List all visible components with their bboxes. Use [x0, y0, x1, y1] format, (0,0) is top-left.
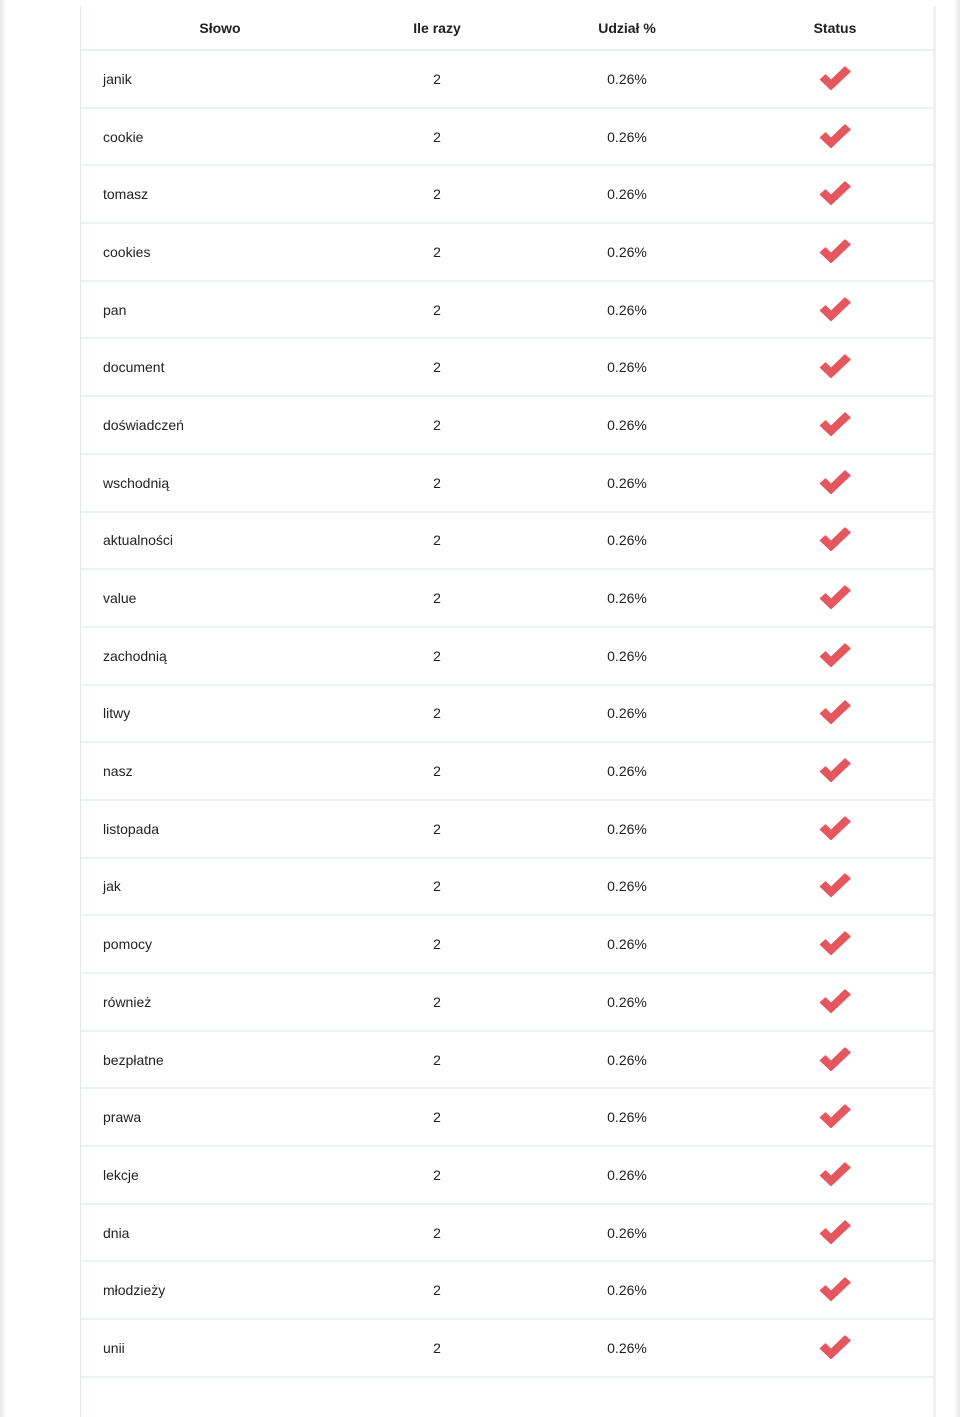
check-icon	[818, 872, 852, 900]
cell-count: 2	[433, 186, 441, 203]
cell-word: prawa	[103, 1109, 142, 1126]
cell-word: listopada	[103, 820, 160, 837]
check-icon	[818, 815, 852, 843]
cell-status	[737, 1031, 933, 1089]
check-icon	[818, 123, 852, 151]
cell-status	[737, 1146, 933, 1204]
cell-word: dnia	[103, 1224, 130, 1241]
cell-count: 2	[433, 878, 441, 895]
cell-word: document	[103, 359, 165, 376]
table-row	[81, 454, 933, 512]
check-icon	[818, 1103, 852, 1131]
cell-count: 2	[433, 993, 441, 1010]
cell-word: cookies	[103, 243, 151, 260]
keyword-table	[81, 6, 933, 1378]
cell-word: lekcje	[103, 1166, 139, 1183]
table-row	[81, 742, 933, 800]
keyword-density-panel	[80, 6, 936, 1417]
cell-status	[737, 454, 933, 512]
cell-count: 2	[433, 1051, 441, 1068]
table-row	[81, 281, 933, 339]
cell-share: 0.26%	[607, 1166, 647, 1183]
cell-word: aktualności	[103, 532, 174, 549]
cell-count: 2	[433, 70, 441, 87]
cell-share: 0.26%	[607, 474, 647, 491]
cell-status	[737, 800, 933, 858]
cell-count: 2	[433, 763, 441, 780]
cell-status	[737, 742, 933, 800]
table-row	[81, 223, 933, 281]
cell-status	[737, 281, 933, 339]
cell-count: 2	[433, 936, 441, 953]
cell-share: 0.26%	[607, 993, 647, 1010]
cell-word: jak	[103, 878, 121, 895]
cell-share: 0.26%	[607, 763, 647, 780]
cell-count: 2	[433, 474, 441, 491]
table-row	[81, 915, 933, 973]
check-icon	[818, 411, 852, 439]
cell-count: 2	[433, 128, 441, 145]
cell-share: 0.26%	[607, 186, 647, 203]
cell-share: 0.26%	[607, 1339, 647, 1356]
table-row	[81, 800, 933, 858]
page-edge-right	[954, 0, 960, 1417]
table-row	[81, 1319, 933, 1377]
cell-share: 0.26%	[607, 243, 647, 260]
cell-share: 0.26%	[607, 128, 647, 145]
cell-word: młodzieży	[103, 1282, 166, 1299]
cell-word: wschodnią	[103, 474, 170, 491]
cell-share: 0.26%	[607, 1051, 647, 1068]
column-header-count: Ile razy	[357, 6, 517, 50]
cell-share: 0.26%	[607, 301, 647, 318]
cell-status	[737, 858, 933, 916]
cell-word: również	[103, 993, 152, 1010]
check-icon	[818, 988, 852, 1016]
cell-status	[737, 108, 933, 166]
cell-share: 0.26%	[607, 936, 647, 953]
cell-word: litwy	[103, 705, 131, 722]
check-icon	[818, 65, 852, 93]
table-header	[81, 6, 933, 50]
table-row	[81, 108, 933, 166]
cell-status	[737, 512, 933, 570]
cell-count: 2	[433, 1224, 441, 1241]
check-icon	[818, 180, 852, 208]
check-icon	[818, 1046, 852, 1074]
cell-count: 2	[433, 532, 441, 549]
cell-word: tomasz	[103, 186, 149, 203]
check-icon	[818, 469, 852, 497]
cell-share: 0.26%	[607, 1109, 647, 1126]
cell-status	[737, 915, 933, 973]
table-body	[81, 50, 933, 1377]
cell-count: 2	[433, 820, 441, 837]
check-icon	[818, 930, 852, 958]
header-row	[81, 6, 933, 50]
table-row	[81, 569, 933, 627]
cell-status	[737, 165, 933, 223]
cell-share: 0.26%	[607, 705, 647, 722]
cell-status	[737, 1261, 933, 1319]
cell-share: 0.26%	[607, 1224, 647, 1241]
cell-share: 0.26%	[607, 70, 647, 87]
cell-share: 0.26%	[607, 416, 647, 433]
table-row	[81, 1204, 933, 1262]
cell-share: 0.26%	[607, 647, 647, 664]
table-row	[81, 338, 933, 396]
cell-status	[737, 396, 933, 454]
check-icon	[818, 1276, 852, 1304]
table-row	[81, 1031, 933, 1089]
table-row	[81, 685, 933, 743]
cell-status	[737, 685, 933, 743]
cell-count: 2	[433, 647, 441, 664]
cell-word: unii	[103, 1339, 125, 1356]
cell-share: 0.26%	[607, 878, 647, 895]
cell-share: 0.26%	[607, 1282, 647, 1299]
table-row	[81, 1146, 933, 1204]
check-icon	[818, 584, 852, 612]
cell-count: 2	[433, 359, 441, 376]
cell-word: value	[103, 590, 137, 607]
table-row	[81, 1088, 933, 1146]
cell-share: 0.26%	[607, 359, 647, 376]
cell-share: 0.26%	[607, 590, 647, 607]
cell-status	[737, 338, 933, 396]
cell-count: 2	[433, 416, 441, 433]
check-icon	[818, 699, 852, 727]
column-header-share: Udział %	[517, 6, 737, 50]
check-icon	[818, 296, 852, 324]
table-row	[81, 858, 933, 916]
check-icon	[818, 757, 852, 785]
cell-word: pomocy	[103, 936, 153, 953]
cell-status	[737, 1319, 933, 1377]
cell-word: pan	[103, 301, 127, 318]
cell-count: 2	[433, 1339, 441, 1356]
cell-status	[737, 1088, 933, 1146]
cell-count: 2	[433, 705, 441, 722]
cell-word: nasz	[103, 763, 133, 780]
cell-word: cookie	[103, 128, 144, 145]
cell-share: 0.26%	[607, 820, 647, 837]
cell-status	[737, 973, 933, 1031]
check-icon	[818, 1161, 852, 1189]
check-icon	[818, 1219, 852, 1247]
cell-status	[737, 223, 933, 281]
table-row	[81, 165, 933, 223]
table-row	[81, 973, 933, 1031]
table-row	[81, 1261, 933, 1319]
cell-count: 2	[433, 1166, 441, 1183]
cell-word: janik	[103, 70, 132, 87]
check-icon	[818, 353, 852, 381]
table-row	[81, 627, 933, 685]
cell-status	[737, 1204, 933, 1262]
check-icon	[818, 1334, 852, 1362]
page-edge-left	[0, 0, 6, 1417]
cell-count: 2	[433, 243, 441, 260]
table-row	[81, 396, 933, 454]
check-icon	[818, 526, 852, 554]
cell-word: bezpłatne	[103, 1051, 164, 1068]
cell-count: 2	[433, 590, 441, 607]
check-icon	[818, 238, 852, 266]
cell-count: 2	[433, 1282, 441, 1299]
table-row	[81, 50, 933, 108]
column-header-status: Status	[737, 6, 933, 50]
cell-count: 2	[433, 301, 441, 318]
cell-share: 0.26%	[607, 532, 647, 549]
cell-status	[737, 627, 933, 685]
cell-word: doświadczeń	[103, 416, 184, 433]
cell-word: zachodnią	[103, 647, 167, 664]
cell-count: 2	[433, 1109, 441, 1126]
cell-status	[737, 50, 933, 108]
check-icon	[818, 642, 852, 670]
cell-status	[737, 569, 933, 627]
column-header-word: Słowo	[81, 6, 357, 50]
table-row	[81, 512, 933, 570]
